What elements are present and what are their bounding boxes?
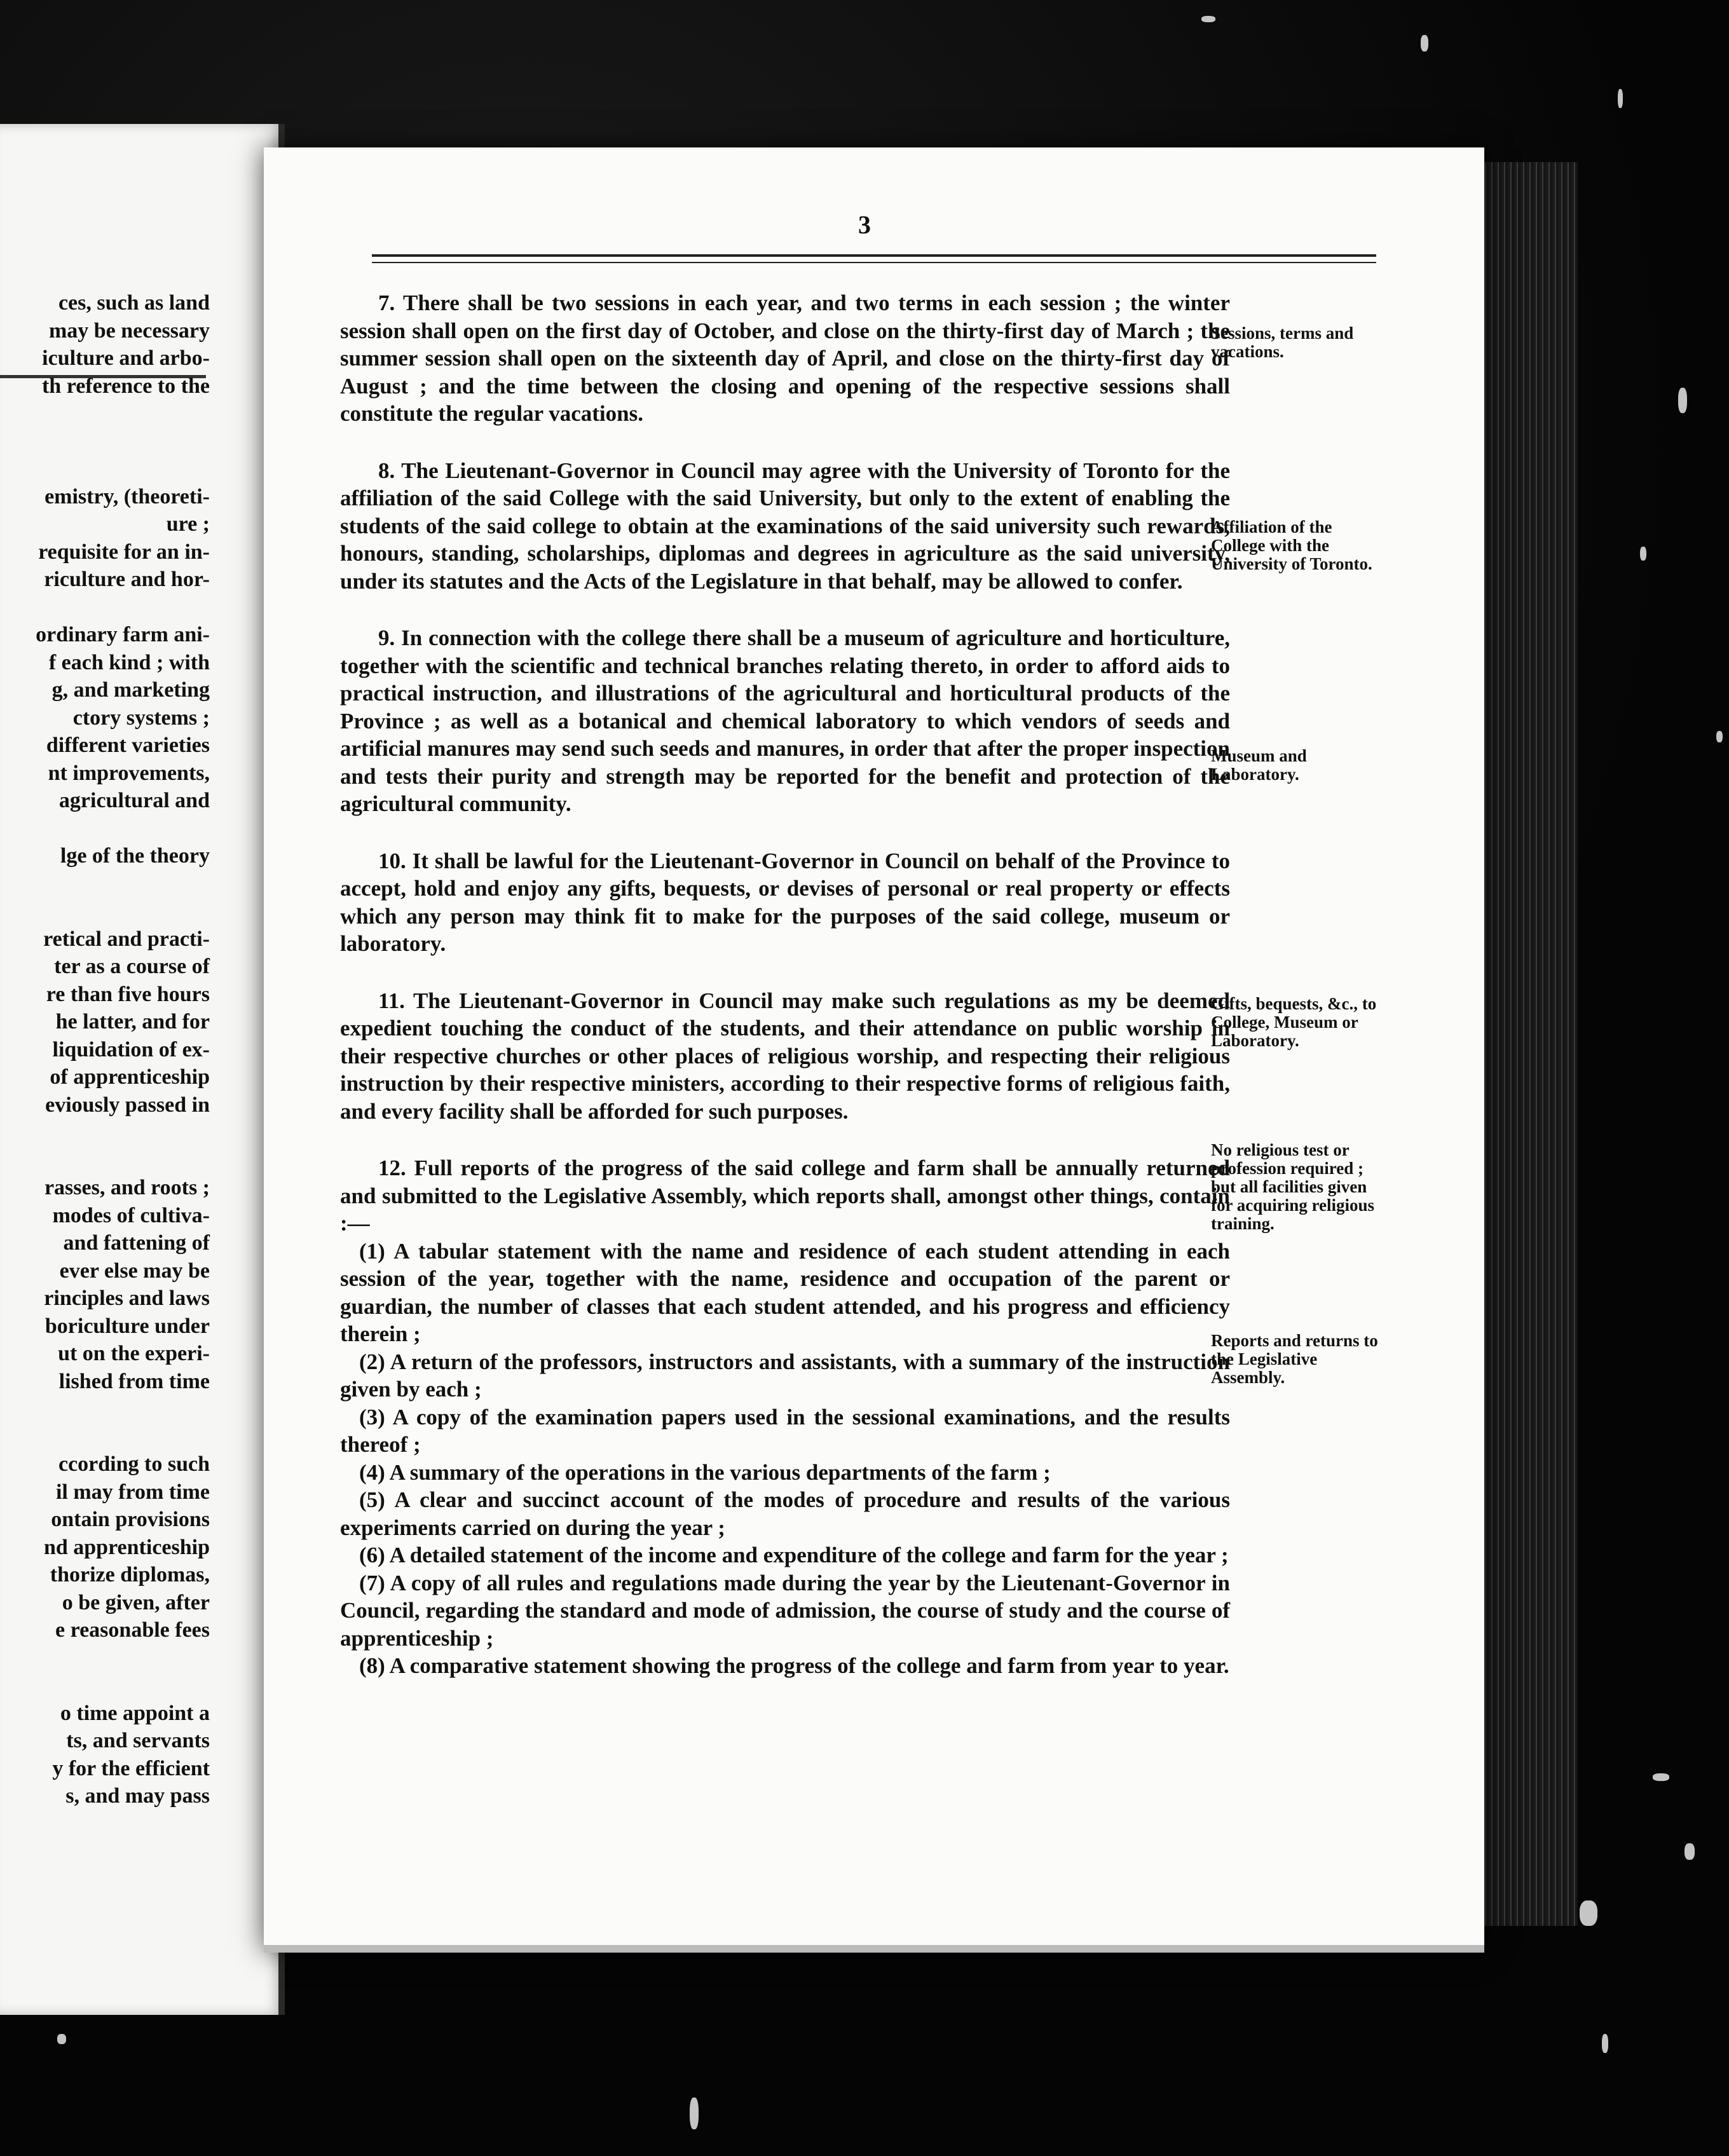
report-item-1: (1) A tabular statement with the name and residence of each student attending in each session of the year, together with the name, residence and occupation of the parent or guardian, the number of classes that each student attended, and his progress and efficiency therein ;	[340, 1238, 1230, 1346]
left-page-line: o time appoint a	[60, 1701, 210, 1725]
report-item-8: (8) A comparative statement showing the progress of the college and farm from year to year.	[359, 1653, 1229, 1678]
left-page-line: thorize diplomas,	[50, 1563, 210, 1586]
left-page-line	[0, 1119, 210, 1147]
left-page-line: ts, and servants	[66, 1729, 210, 1752]
left-page-line: riculture and hor-	[44, 568, 210, 591]
left-page-line: ccording to such	[58, 1452, 210, 1476]
dust-speck	[1618, 89, 1623, 108]
dust-speck	[1580, 1900, 1597, 1926]
left-page-line: may be necessary	[48, 318, 210, 343]
margin-note-7: Sessions, terms and vacations.	[1211, 324, 1354, 361]
left-page-line: re than five hours	[46, 982, 210, 1006]
left-page-line: nd apprenticeship	[43, 1535, 210, 1559]
section-9: 9. In connection with the college there shall be a museum of agriculture and horticulture, together with the scientific and technical branches relating thereto, in order to afford aids to practical instruction, and illustrations of the agricultural and horticultural products of the Province ; as well as a botanical and chemical laboratory to which vendors of seeds and artificial manures may send such seeds and manures, in order that after the proper inspection and tests their purity and strength may be reported for the benefit and protection of the agricultural community.	[340, 625, 1230, 816]
left-page-line: eviously passed in	[45, 1093, 210, 1117]
left-page-line: g, and marketing	[51, 678, 210, 702]
left-page-line: different varieties	[46, 733, 210, 757]
left-page-line: ure ;	[166, 512, 210, 536]
left-page-line	[0, 1395, 210, 1423]
left-page-line	[0, 897, 210, 925]
left-page-line: s, and may pass	[65, 1784, 210, 1808]
left-page-line	[0, 870, 210, 898]
left-page-line	[0, 815, 210, 843]
left-page-line: nt improvements,	[48, 761, 210, 785]
dust-speck	[1653, 1773, 1669, 1781]
left-page-line: ces, such as land	[58, 291, 210, 315]
left-page-line: agricultural and	[58, 789, 210, 812]
left-page-line: and fattening of	[63, 1231, 210, 1255]
header-rule-top	[372, 254, 1376, 257]
left-page-line: iculture and arbo-	[42, 346, 210, 370]
left-page-line: liquidation of ex-	[52, 1037, 210, 1061]
report-item-2: (2) A return of the professors, instructors and assistants, with a summary of the instruction given by each ;	[340, 1349, 1230, 1402]
left-page-line: emistry, (theoreti-	[44, 484, 210, 508]
book-page-edges	[1470, 162, 1578, 1926]
left-page-line	[0, 455, 210, 483]
left-page-line: ever else may be	[59, 1259, 210, 1283]
dust-speck	[690, 2098, 699, 2129]
section-12: 12. Full reports of the progress of the said college and farm shall be annually returned and submitted to the Legislative Assembly, which reports shall, amongst other things, contain :—	[340, 1156, 1230, 1236]
section-11: 11. The Lieutenant-Governor in Council may make such regulations as my be deemed expedient touching the conduct of the students, and their attendance on public worship in their respective churches or other places of religious worship, and respecting their religious instruction by their respective ministers, according to their respective forms of religious faith, and every facility shall be afforded for such purposes.	[340, 988, 1230, 1124]
section-8: 8. The Lieutenant-Governor in Council may agree with the University of Toronto for the affiliation of the said College with the said University, but only to the extent of enabling the students of the said college to obtain at the examinations of the said university such rewards, honours, standing, scholarships, diplomas and degrees in agriculture as the said university, under its statutes and the Acts of the Legislature in that behalf, may be allowed to confer.	[340, 458, 1230, 594]
left-page-line: boriculture under	[44, 1314, 210, 1338]
margin-note-10: Gifts, bequests, &c., to College, Museum or Laboratory.	[1211, 994, 1377, 1050]
report-item-4: (4) A summary of the operations in the various departments of the farm ;	[359, 1459, 1051, 1485]
left-page-line: f each kind ; with	[48, 650, 210, 674]
page-bottom-edge	[264, 1945, 1484, 1953]
margin-note-8: Affiliation of the College with the University of Toronto.	[1211, 517, 1372, 573]
dust-speck	[1421, 35, 1428, 51]
dust-speck	[57, 2034, 66, 2044]
report-item-7: (7) A copy of all rules and regulations made during the year by the Lieutenant-Governor in Council, regarding the standard and mode of admission, the course of study and the course of apprenticeship ;	[340, 1570, 1230, 1651]
left-page-line: retical and practi-	[43, 927, 210, 951]
left-page-line	[0, 1147, 210, 1175]
header-rule-bottom	[372, 262, 1376, 263]
dust-speck	[1201, 16, 1215, 22]
left-page-line: il may from time	[55, 1480, 210, 1504]
left-page-line: rasses, and roots ;	[44, 1176, 210, 1199]
left-page-line	[0, 594, 210, 622]
report-item-6: (6) A detailed statement of the income and expenditure of the college and farm for the year ;	[359, 1543, 1229, 1567]
dust-speck	[1716, 731, 1723, 742]
margin-note-9: Museum and Laboratory.	[1211, 746, 1307, 784]
left-page-line: lge of the theory	[60, 844, 210, 868]
left-page-line: ter as a course of	[54, 955, 210, 978]
left-page-line	[0, 400, 210, 428]
dust-speck	[1685, 1843, 1695, 1860]
margin-note-12: Reports and returns to the Legislative Assembly.	[1211, 1331, 1378, 1387]
statute-body	[340, 289, 1230, 1680]
left-page-line: o be given, after	[62, 1590, 210, 1614]
left-page-text	[0, 289, 210, 1810]
left-page-line: ctory systems ;	[72, 706, 210, 730]
left-page-line: he latter, and for	[55, 1010, 210, 1034]
section-7: 7. There shall be two sessions in each year, and two terms in each session ; the winter session shall open on the first day of October, and close on the thirty-first day of March ; the summer session shall open on the sixteenth day of April, and close on the thirty-first day of August ; and the time between the closing and opening of the respective sessions shall constitute the regular vacations.	[340, 290, 1230, 426]
page-number: 3	[858, 210, 871, 239]
left-page-line	[0, 428, 210, 456]
left-page-line: y for the efficient	[52, 1756, 210, 1780]
left-page-line	[0, 1423, 210, 1451]
dust-speck	[1640, 547, 1646, 561]
left-page-line: ut on the experi-	[58, 1342, 210, 1365]
left-page-line	[0, 1644, 210, 1672]
left-page-line: ordinary farm ani-	[36, 623, 210, 646]
left-page-line: requisite for an in-	[38, 540, 210, 564]
dust-speck	[1678, 388, 1687, 413]
dust-speck	[1602, 2034, 1608, 2053]
left-page-line: rinciples and laws	[44, 1286, 210, 1310]
margin-note-11: No religious test or profession required ; but all facilities given for acquiring religious training.	[1211, 1140, 1375, 1233]
left-page-line: ontain provisions	[51, 1508, 210, 1531]
left-page-line: of apprenticeship	[50, 1065, 210, 1089]
report-item-3: (3) A copy of the examination papers used in the sessional examinations, and the results thereof ;	[340, 1404, 1230, 1457]
left-page-line: th reference to the	[41, 374, 210, 398]
report-item-5: (5) A clear and succinct account of the modes of procedure and results of the various experiments carried on during the year ;	[340, 1487, 1230, 1540]
left-page-line	[0, 1672, 210, 1700]
left-page-line: lished from time	[58, 1369, 210, 1393]
left-page-line: e reasonable fees	[55, 1618, 210, 1642]
left-page-line: modes of cultiva-	[52, 1203, 210, 1227]
section-10: 10. It shall be lawful for the Lieutenant-Governor in Council on behalf of the Province to accept, hold and enjoy any gifts, bequests, or devises of personal or real property or effects which any person may think fit to make for the purposes of the said college, museum or laboratory.	[340, 848, 1230, 956]
